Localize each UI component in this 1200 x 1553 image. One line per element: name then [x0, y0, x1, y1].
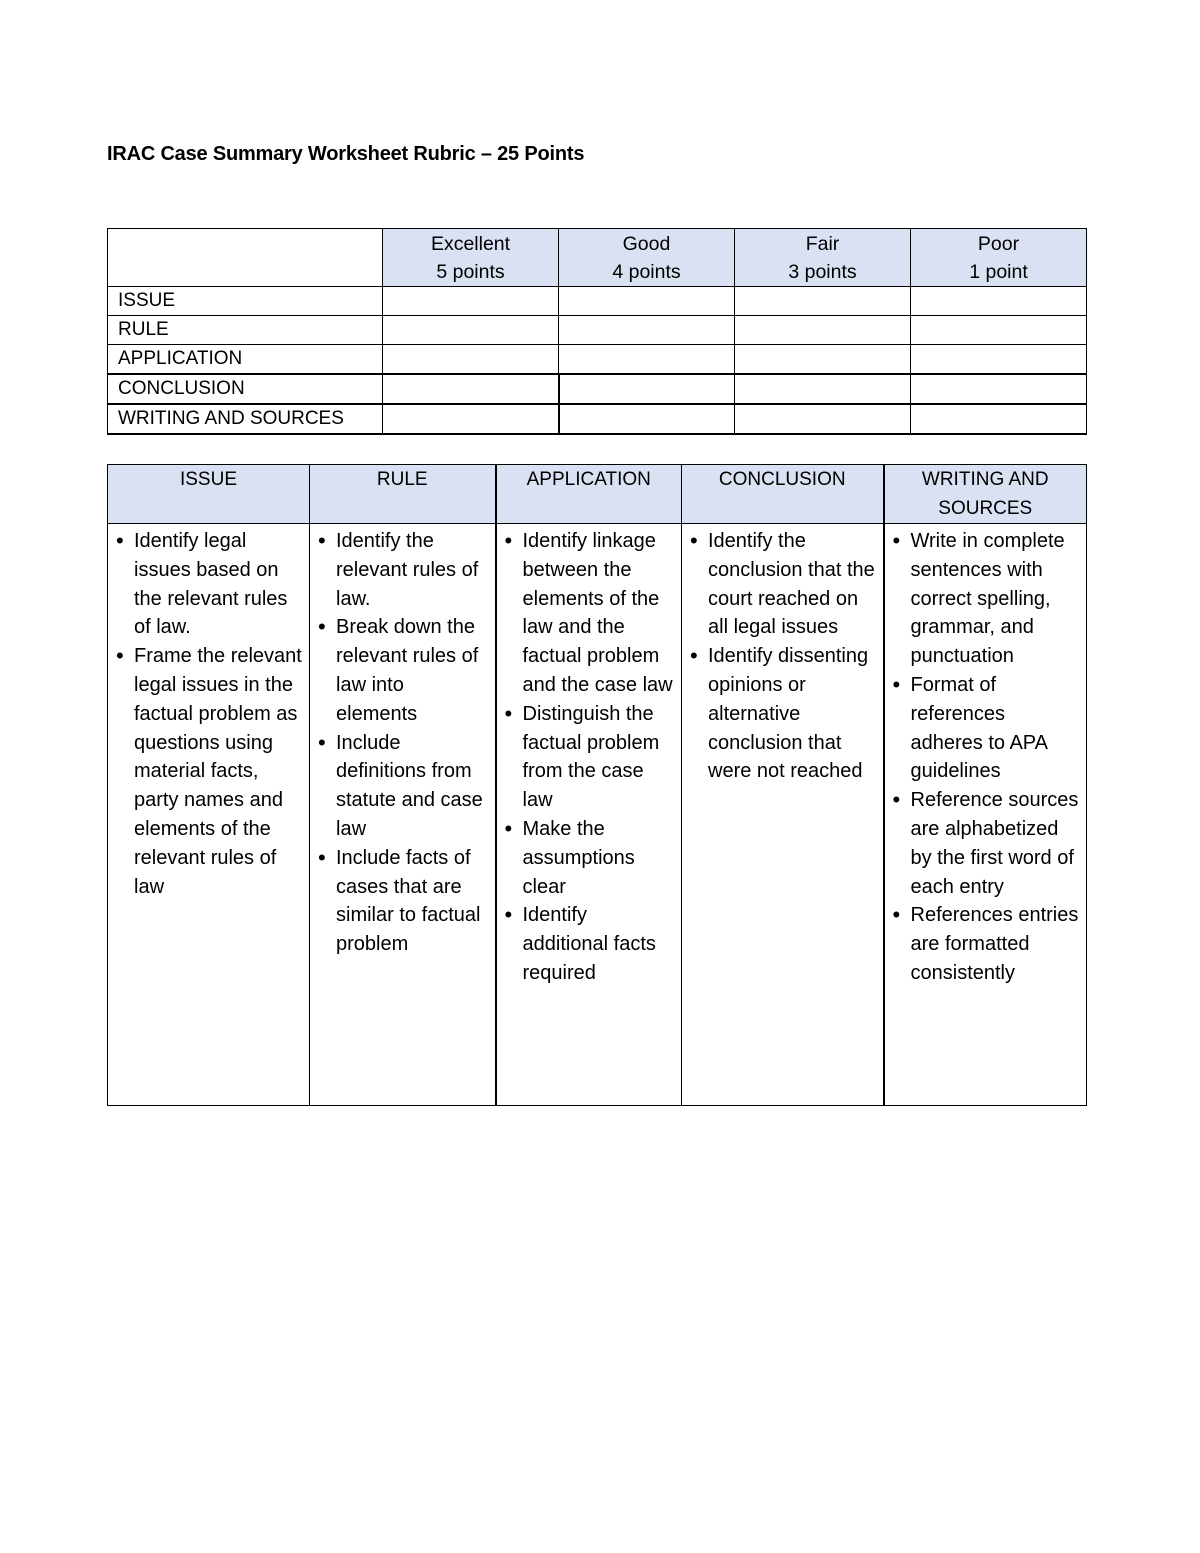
criteria-cell-rule — [310, 524, 496, 1106]
score-row-label: APPLICATION — [108, 345, 383, 375]
score-header-points: 4 points — [612, 260, 681, 283]
criteria-cell-writing-and-sources — [884, 524, 1087, 1106]
score-cell-excellent[interactable] — [383, 287, 559, 316]
score-table-header-row — [108, 229, 1087, 287]
score-row-label: WRITING AND SOURCES — [108, 404, 383, 434]
score-row-rule — [108, 316, 1087, 345]
score-cell-excellent[interactable] — [383, 404, 559, 434]
score-row-label: RULE — [108, 316, 383, 345]
score-cell-poor[interactable] — [911, 404, 1087, 434]
score-header-label: Poor — [977, 232, 1020, 255]
criteria-list-item: • Identify linkage between the elements of the law and the factual problem and the case law — [503, 527, 678, 700]
document-title: IRAC Case Summary Worksheet Rubric – 25 Points — [107, 143, 585, 165]
score-header-points: 3 points — [788, 260, 857, 283]
criteria-cell-issue — [108, 524, 310, 1106]
score-header-label: Good — [622, 232, 671, 255]
score-row-conclusion — [108, 374, 1087, 404]
criteria-list-item: • Break down the relevant rules of law into elements — [316, 613, 491, 728]
criteria-header-writing-and-sources: WRITING AND SOURCES — [884, 465, 1087, 524]
criteria-list-item: • Identify the relevant rules of law. — [316, 527, 491, 613]
criteria-list-item: • Frame the relevant legal issues in the factual problem as questions using material facts, party names and elements of the relevant rules of law — [114, 642, 305, 901]
criteria-list-item: • Identify dissenting opinions or alternative conclusion that were not reached — [688, 642, 879, 786]
score-row-issue — [108, 287, 1087, 316]
score-cell-excellent[interactable] — [383, 374, 559, 404]
criteria-list — [114, 527, 305, 901]
score-cell-fair[interactable] — [735, 345, 911, 375]
score-header-points: 1 point — [969, 260, 1028, 283]
score-cell-good[interactable] — [559, 287, 735, 316]
score-table — [107, 228, 1087, 435]
score-header-poor — [911, 229, 1087, 287]
criteria-cell-application — [496, 524, 682, 1106]
criteria-header-conclusion: CONCLUSION — [682, 465, 884, 524]
score-row-label: CONCLUSION — [108, 374, 383, 404]
criteria-body-row — [108, 524, 1087, 1106]
criteria-cell-conclusion — [682, 524, 884, 1106]
score-cell-excellent[interactable] — [383, 345, 559, 375]
criteria-header-row — [108, 465, 1087, 524]
criteria-list-item: • Include facts of cases that are similar to factual problem — [316, 844, 491, 959]
score-header-excellent — [383, 229, 559, 287]
score-cell-poor[interactable] — [911, 345, 1087, 375]
criteria-list-item: • Reference sources are alphabetized by the first word of each entry — [891, 786, 1083, 901]
criteria-list — [688, 527, 879, 786]
score-cell-fair[interactable] — [735, 374, 911, 404]
score-header-fair — [735, 229, 911, 287]
score-cell-good[interactable] — [559, 345, 735, 375]
criteria-header-rule: RULE — [310, 465, 496, 524]
score-cell-good[interactable] — [559, 316, 735, 345]
score-row-application — [108, 345, 1087, 375]
score-cell-fair[interactable] — [735, 316, 911, 345]
score-table-corner-cell — [108, 229, 383, 287]
score-cell-poor[interactable] — [911, 316, 1087, 345]
score-cell-poor[interactable] — [911, 374, 1087, 404]
criteria-header-application: APPLICATION — [496, 465, 682, 524]
score-header-points: 5 points — [436, 260, 505, 283]
criteria-list — [316, 527, 491, 959]
criteria-list-item: • Identify additional facts required — [503, 901, 678, 987]
criteria-list-item: • Write in complete sentences with correct spelling, grammar, and punctuation — [891, 527, 1083, 671]
score-header-label: Fair — [805, 232, 840, 255]
criteria-list-item: • References entries are formatted consistently — [891, 901, 1083, 987]
criteria-header-issue: ISSUE — [108, 465, 310, 524]
criteria-table — [107, 464, 1087, 1106]
score-cell-excellent[interactable] — [383, 316, 559, 345]
criteria-list-item: • Format of references adheres to APA guidelines — [891, 671, 1083, 786]
criteria-list-item: • Include definitions from statute and case law — [316, 729, 491, 844]
score-row-label: ISSUE — [108, 287, 383, 316]
criteria-list — [891, 527, 1083, 988]
criteria-list-item: • Identify legal issues based on the relevant rules of law. — [114, 527, 305, 642]
criteria-list-item: • Make the assumptions clear — [503, 815, 678, 901]
score-cell-good[interactable] — [559, 374, 735, 404]
score-cell-fair[interactable] — [735, 287, 911, 316]
score-header-good — [559, 229, 735, 287]
score-row-writing-and-sources — [108, 404, 1087, 434]
score-cell-poor[interactable] — [911, 287, 1087, 316]
criteria-list — [503, 527, 678, 988]
score-cell-good[interactable] — [559, 404, 735, 434]
criteria-list-item: • Distinguish the factual problem from the case law — [503, 700, 678, 815]
score-header-label: Excellent — [430, 232, 511, 255]
criteria-list-item: • Identify the conclusion that the court reached on all legal issues — [688, 527, 879, 642]
score-cell-fair[interactable] — [735, 404, 911, 434]
